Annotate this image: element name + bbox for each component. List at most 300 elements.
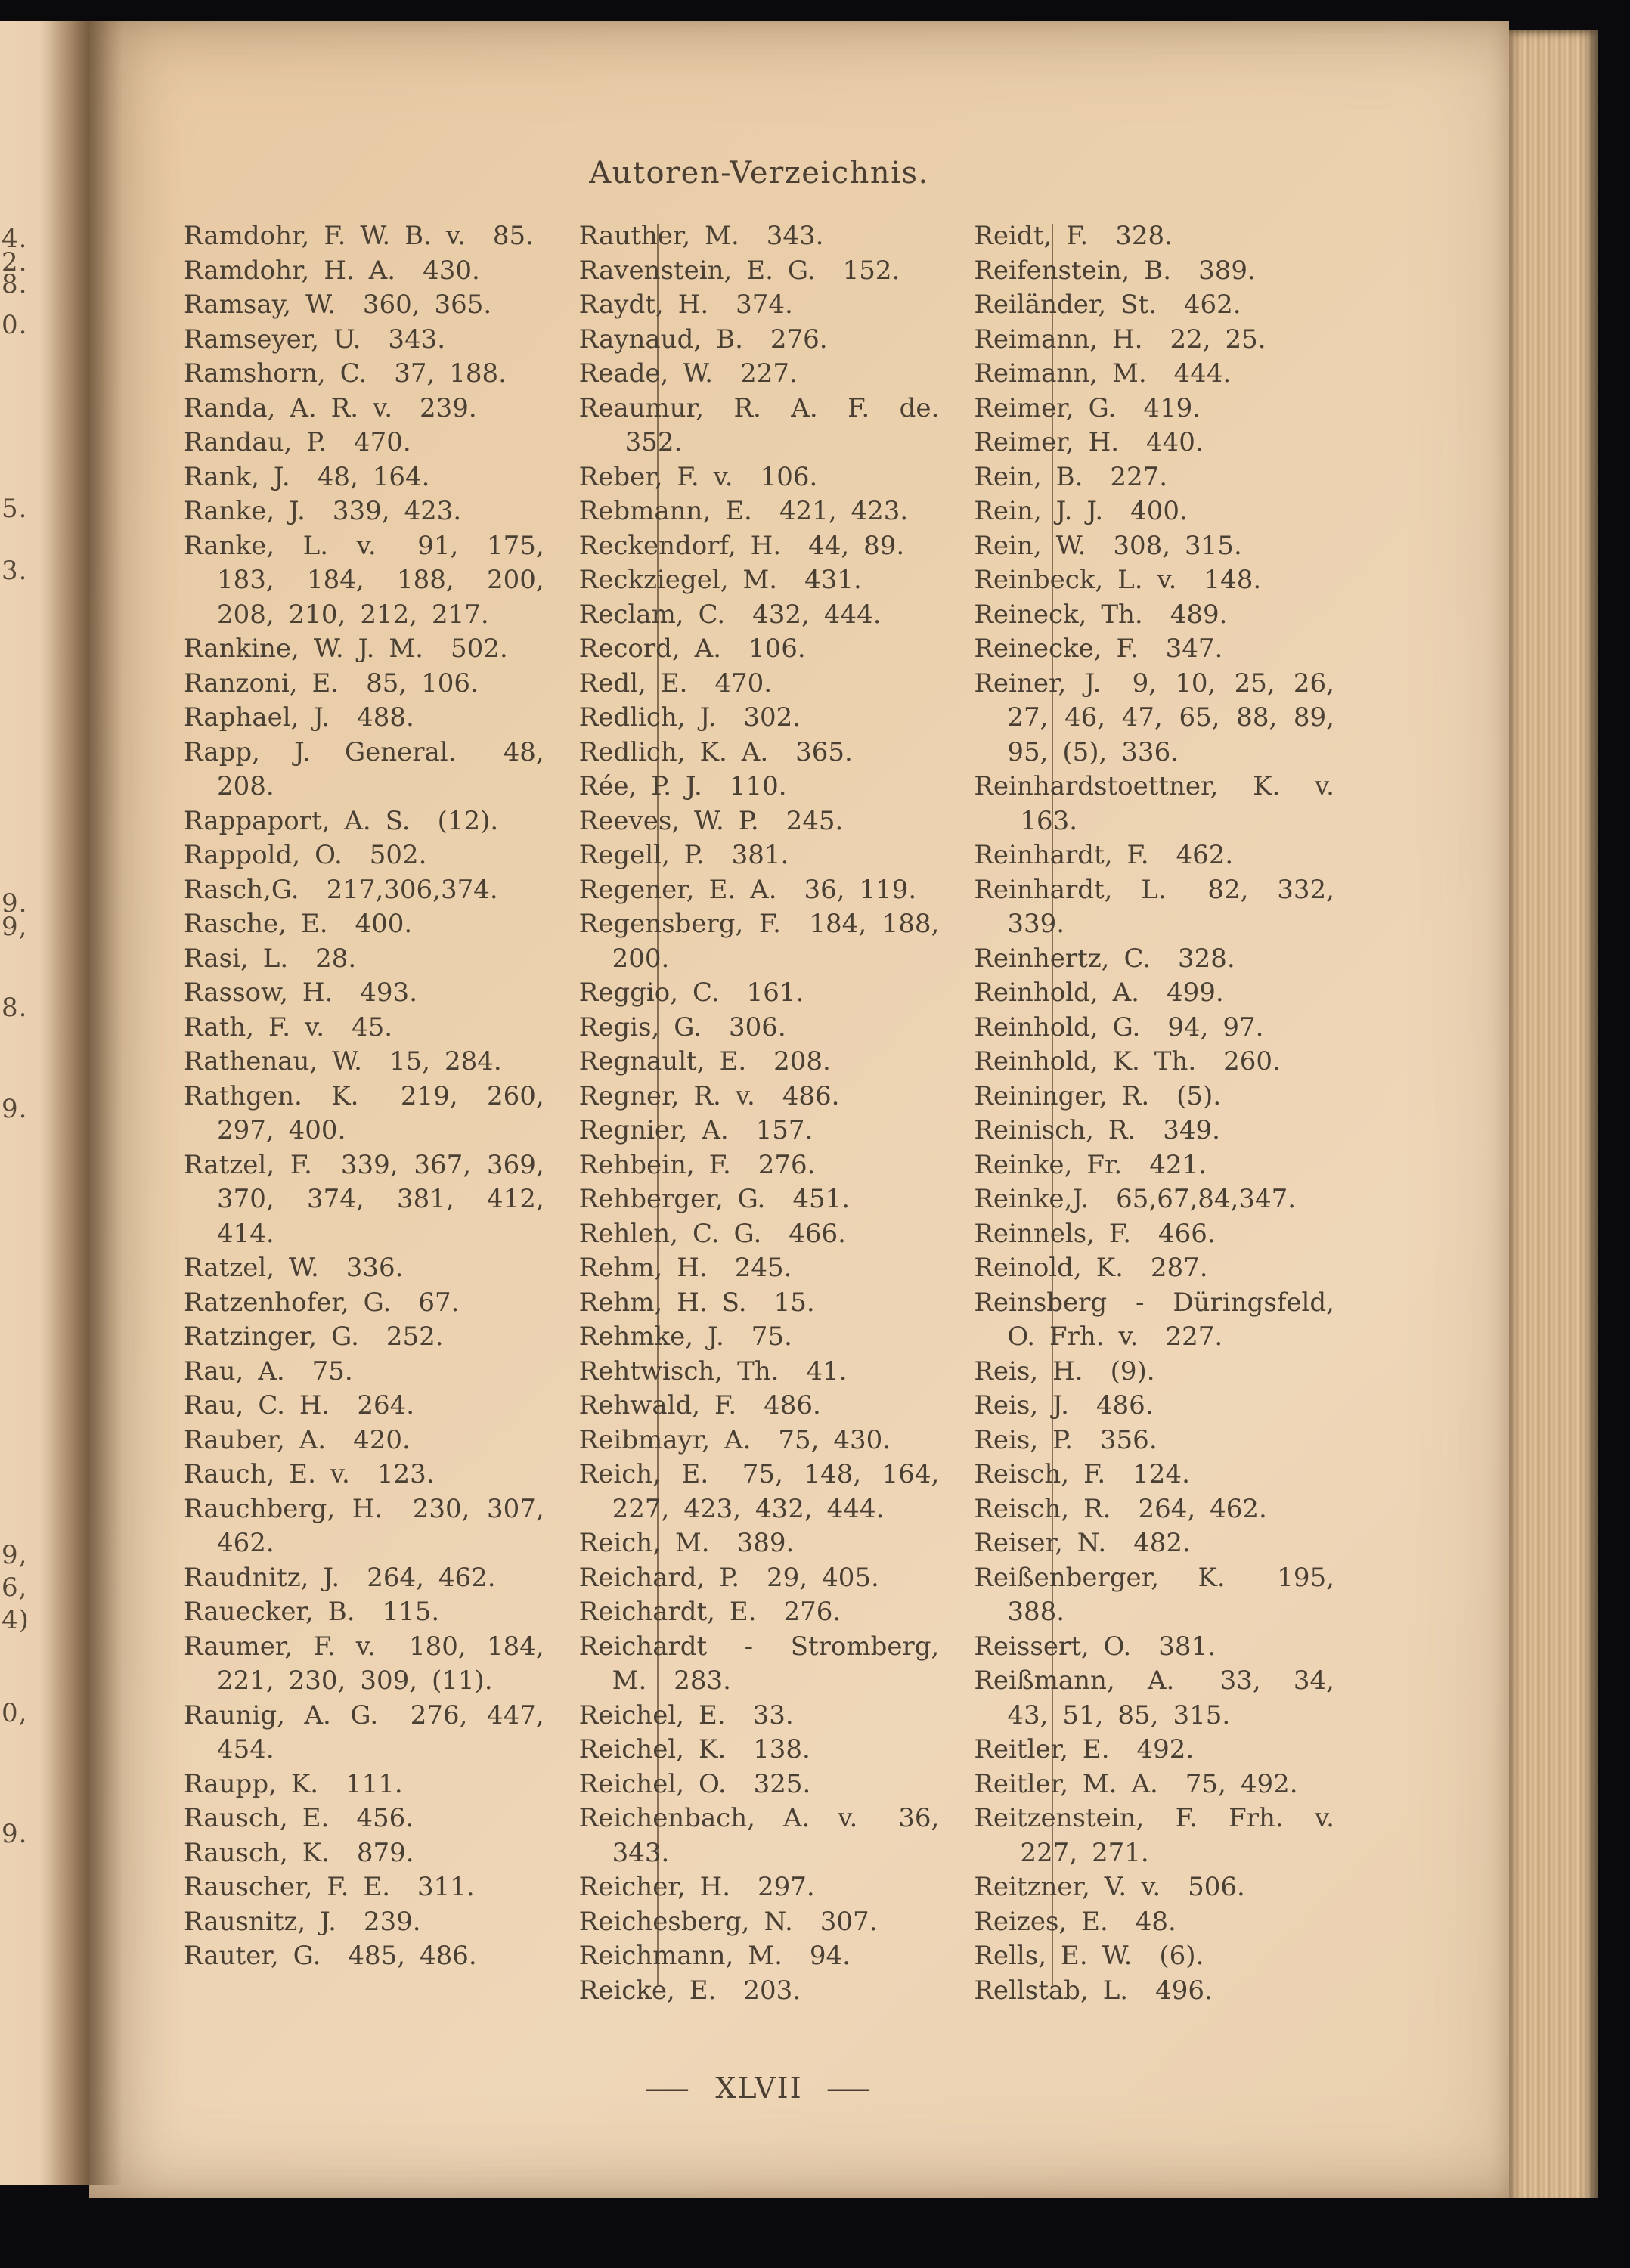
entry-pages: 219, 260, 297, 400.: [217, 1080, 544, 1145]
entry-name: Reinsberg - Düringsfeld, O. Frh. v.: [974, 1287, 1334, 1352]
entry-pages: 502.: [369, 840, 427, 870]
entry-pages: 306.: [728, 1012, 786, 1043]
margin-fragment: 9,: [2, 912, 28, 942]
author-entry: [579, 1080, 940, 1114]
author-entry: [579, 1217, 940, 1252]
index-columns: [184, 219, 1334, 2008]
entry-name: Reeves, W. P.: [578, 805, 759, 836]
author-entry: [579, 460, 940, 495]
author-entry: [974, 1389, 1334, 1424]
entry-pages: 343.: [388, 324, 446, 355]
entry-name: Ranzoni, E.: [184, 668, 339, 699]
entry-name: Reichel, E.: [578, 1699, 726, 1730]
entry-name: Rein, J. J.: [974, 496, 1104, 526]
entry-name: Reimann, M.: [974, 358, 1147, 389]
author-entry: [184, 907, 544, 942]
author-entry: [974, 1905, 1334, 1940]
entry-pages: 276.: [783, 1597, 841, 1627]
author-entry: [974, 1492, 1334, 1527]
author-entry: [579, 1802, 940, 1870]
entry-pages: 227.: [740, 358, 798, 389]
entry-pages: 381.: [731, 840, 789, 870]
entry-pages: (12).: [437, 805, 499, 836]
entry-name: Reggio, C.: [578, 978, 720, 1008]
entry-name: Reifenstein, B.: [974, 255, 1172, 286]
entry-pages: 381.: [1158, 1631, 1216, 1662]
author-entry: [974, 288, 1334, 323]
footer-dash-right: —: [825, 2071, 874, 2105]
author-entry: [184, 1939, 544, 1974]
entry-name: Reiner, J.: [974, 668, 1102, 699]
entry-name: Rappold, O.: [184, 840, 342, 870]
entry-pages: 343.: [766, 221, 824, 251]
author-entry: [579, 1251, 940, 1286]
entry-pages: 276.: [758, 1149, 816, 1180]
entry-pages: 75.: [311, 1356, 353, 1387]
gutter-shadow: [39, 21, 122, 2185]
author-entry: [184, 873, 544, 908]
entry-name: Ratzenhofer, G.: [184, 1287, 392, 1318]
entry-name: Ramshorn, C.: [184, 358, 367, 389]
entry-name: Reckziegel, M.: [578, 565, 778, 595]
entry-pages: 94.: [809, 1941, 851, 1971]
author-entry: [579, 1733, 940, 1768]
entry-name: Reimer, G.: [974, 392, 1117, 423]
entry-name: Redl, E.: [578, 668, 688, 699]
entry-name: Reichmann, M.: [578, 1941, 782, 1971]
entry-name: Reinhardt, F.: [974, 840, 1149, 870]
entry-name: Rehm, H.: [578, 1253, 708, 1283]
entry-pages: 15, 284.: [389, 1046, 502, 1077]
entry-pages: 308, 315.: [1113, 530, 1242, 561]
entry-pages: 360, 365.: [362, 290, 492, 320]
entry-pages: 161.: [746, 978, 804, 1008]
entry-name: Rehlen, C. G.: [578, 1218, 762, 1249]
entry-pages: 486.: [782, 1080, 840, 1111]
entry-name: Regell, P.: [578, 840, 705, 870]
author-entry: [184, 701, 544, 736]
entry-pages: 287.: [1150, 1253, 1208, 1283]
entry-name: Reade, W.: [578, 358, 714, 389]
margin-fragment: 9.: [2, 1094, 28, 1124]
entry-pages: 138.: [753, 1734, 810, 1765]
entry-name: Rehmke, J.: [578, 1321, 724, 1352]
author-entry: [184, 1251, 544, 1286]
entry-name: Reitzenstein, F. Frh. v.: [974, 1803, 1334, 1833]
author-entry: [974, 1939, 1334, 1974]
entry-name: Reinbeck, L. v.: [974, 565, 1177, 595]
entry-name: Raynaud, B.: [578, 324, 743, 355]
entry-pages: 239.: [420, 392, 477, 423]
author-entry: [974, 357, 1334, 392]
entry-name: Reinhold, A.: [974, 978, 1139, 1008]
entry-name: Reis, P.: [974, 1424, 1073, 1455]
book-cover-bottom: [0, 2198, 1630, 2268]
entry-pages: 184, 188, 200.: [612, 909, 940, 974]
entry-pages: 466.: [1158, 1218, 1216, 1249]
author-entry: [974, 1526, 1334, 1561]
entry-pages: 276, 447, 454.: [217, 1699, 544, 1765]
entry-name: Reckendorf, H.: [578, 530, 782, 561]
entry-pages: 451.: [792, 1184, 851, 1214]
author-entry: [974, 873, 1334, 942]
author-entry: [579, 598, 940, 633]
entry-name: Reinnels, F.: [974, 1218, 1132, 1249]
index-column-2: [579, 219, 940, 2008]
entry-pages: 45.: [352, 1012, 393, 1043]
entry-pages: 264, 462.: [367, 1562, 496, 1593]
author-entry: [579, 1595, 940, 1630]
entry-name: Reis, J.: [974, 1390, 1069, 1421]
entry-name: Reininger, R.: [974, 1080, 1150, 1111]
entry-pages: 227, 271.: [1020, 1837, 1149, 1868]
entry-pages: 499.: [1166, 978, 1224, 1008]
author-entry: [184, 942, 544, 977]
author-entry: [184, 254, 544, 289]
entry-pages: 421.: [1149, 1149, 1207, 1180]
author-entry: [579, 1182, 940, 1217]
entry-name: Rehwald, F.: [578, 1390, 737, 1421]
entry-name: Reisch, R.: [974, 1493, 1111, 1524]
entry-pages: 65,67,84,347.: [1116, 1184, 1297, 1214]
entry-name: Rellstab, L.: [974, 1975, 1129, 2006]
author-entry: [579, 1905, 940, 1940]
entry-pages: 48, 164.: [317, 461, 430, 492]
author-entry: [579, 219, 940, 254]
author-entry: [184, 219, 544, 254]
author-entry: [974, 323, 1334, 358]
author-entry: [974, 1080, 1334, 1114]
entry-pages: 230, 307, 462.: [217, 1493, 544, 1558]
entry-name: Rauchberg, H.: [184, 1493, 383, 1524]
book-cover-top: [0, 0, 1630, 21]
entry-pages: 75, 148, 164, 227, 423, 432, 444.: [612, 1459, 940, 1524]
margin-fragment: 0,: [2, 1698, 28, 1728]
margin-fragment: 9.: [2, 888, 28, 919]
author-entry: [579, 838, 940, 873]
author-entry: [974, 1733, 1334, 1768]
entry-name: Reimer, H.: [974, 427, 1120, 457]
entry-name: Raphael, J.: [184, 702, 330, 733]
entry-pages: 374.: [736, 290, 793, 320]
entry-pages: 307.: [820, 1906, 878, 1937]
margin-fragment: 6,: [2, 1572, 28, 1603]
entry-pages: 36, 119.: [804, 874, 917, 905]
entry-pages: 41.: [806, 1356, 848, 1387]
author-entry: [579, 1320, 940, 1355]
entry-name: Reichel, K.: [578, 1734, 727, 1765]
author-entry: [974, 1424, 1334, 1458]
author-entry: [974, 392, 1334, 426]
book-cover-right: [1598, 0, 1630, 2268]
page-title: Autoren-Verzeichnis.: [589, 156, 929, 191]
entry-name: Reis, H.: [974, 1356, 1083, 1387]
entry-name: Reinhertz, C.: [974, 943, 1151, 974]
entry-name: Reich, E.: [578, 1459, 709, 1489]
entry-pages: 227.: [1165, 1321, 1223, 1352]
entry-pages: 111.: [346, 1768, 403, 1799]
entry-pages: 482.: [1133, 1528, 1191, 1558]
entry-name: Reichesberg, N.: [578, 1906, 793, 1937]
entry-pages: 48.: [1135, 1906, 1176, 1937]
entry-pages: 466.: [789, 1218, 846, 1249]
entry-name: Rau, C. H.: [184, 1390, 330, 1421]
author-entry: [974, 632, 1334, 667]
entry-name: Ratzel, W.: [184, 1253, 319, 1283]
author-entry: [579, 770, 940, 804]
author-entry: [974, 1286, 1334, 1355]
author-entry: [579, 1939, 940, 1974]
entry-pages: (6).: [1159, 1941, 1204, 1971]
entry-pages: 440.: [1146, 427, 1204, 457]
entry-name: Reizes, E.: [974, 1906, 1108, 1937]
author-entry: [579, 1458, 940, 1526]
entry-pages: 152.: [842, 255, 900, 286]
entry-pages: 195, 388.: [1007, 1562, 1334, 1627]
author-entry: [579, 1148, 940, 1183]
entry-pages: 110.: [729, 771, 787, 801]
footer-dash-left: —: [644, 2071, 693, 2105]
author-entry: [579, 288, 940, 323]
entry-pages: 245.: [734, 1253, 792, 1283]
author-entry: [974, 1458, 1334, 1492]
margin-fragment: 8.: [2, 993, 28, 1023]
entry-name: Rausch, K.: [184, 1837, 330, 1868]
author-entry: [184, 838, 544, 873]
entry-pages: 82, 332, 339.: [1007, 874, 1334, 939]
margin-fragment: 0.: [2, 310, 28, 340]
entry-name: Rauecker, B.: [184, 1597, 355, 1627]
author-entry: [579, 1526, 940, 1561]
entry-pages: 283.: [674, 1665, 731, 1696]
author-entry: [579, 701, 940, 736]
entry-name: Reiser, N.: [974, 1528, 1107, 1558]
entry-pages: 276.: [770, 324, 828, 355]
entry-name: Rappaport, A. S.: [184, 805, 411, 836]
author-entry: [579, 907, 940, 976]
author-entry: [974, 667, 1334, 770]
author-entry: [974, 1561, 1334, 1630]
author-entry: [974, 976, 1334, 1011]
entry-name: Rank, J.: [184, 461, 290, 492]
index-column-1: [184, 219, 544, 2008]
author-entry: [974, 1664, 1334, 1733]
author-entry: [579, 976, 940, 1011]
entry-name: Reber, F. v.: [578, 461, 733, 492]
author-entry: [184, 1595, 544, 1630]
page-edge-stack: [1509, 30, 1598, 2208]
entry-name: Rankine, W. J. M.: [184, 634, 423, 664]
entry-pages: 488.: [357, 702, 414, 733]
entry-name: Ramseyer, U.: [184, 324, 361, 355]
entry-name: Reissert, O.: [974, 1631, 1132, 1662]
entry-pages: 419.: [1143, 392, 1201, 423]
entry-pages: 264.: [357, 1390, 415, 1421]
book-page: [89, 21, 1509, 2198]
author-entry: [579, 392, 940, 460]
margin-fragment: 5.: [2, 494, 28, 524]
entry-name: Rells, E. W.: [974, 1941, 1133, 1971]
author-entry: [184, 460, 544, 495]
entry-pages: 302.: [743, 702, 801, 733]
author-entry: [579, 1699, 940, 1734]
entry-name: Rehm, H. S.: [578, 1287, 747, 1318]
author-entry: [184, 1355, 544, 1390]
entry-pages: 325.: [753, 1768, 811, 1799]
author-entry: [974, 254, 1334, 289]
author-entry: [579, 1870, 940, 1905]
entry-pages: 356.: [1099, 1424, 1157, 1455]
page-text-block: [184, 21, 1334, 2198]
entry-pages: 91, 175, 183, 184, 188, 200, 208, 210, 212, 217.: [217, 530, 544, 630]
author-entry: [184, 1561, 544, 1596]
entry-name: Reinhardstoettner, K. v.: [974, 771, 1334, 801]
entry-pages: 349.: [1163, 1115, 1220, 1145]
entry-pages: 22, 25.: [1170, 324, 1266, 355]
entry-name: Ratzel, F.: [184, 1149, 312, 1180]
entry-name: Ranke, L. v.: [184, 530, 377, 561]
entry-name: Rath, F. v.: [184, 1012, 325, 1043]
author-entry: [184, 632, 544, 667]
entry-pages: 489.: [1170, 599, 1228, 630]
entry-name: Ramdohr, H. A.: [184, 255, 396, 286]
author-entry: [184, 1699, 544, 1768]
entry-name: Reiländer, St.: [974, 290, 1157, 320]
entry-pages: 470.: [354, 427, 411, 457]
author-entry: [974, 1251, 1334, 1286]
author-entry: [184, 392, 544, 426]
entry-name: Rasche, E.: [184, 909, 328, 939]
entry-pages: 470.: [714, 668, 773, 699]
entry-pages: 239.: [363, 1906, 421, 1937]
entry-pages: 493.: [360, 978, 417, 1008]
author-entry: [579, 1045, 940, 1080]
entry-name: Regnault, E.: [578, 1046, 747, 1077]
entry-pages: 456.: [356, 1803, 414, 1833]
entry-name: Randau, P.: [184, 427, 327, 457]
entry-name: Reicher, H.: [578, 1872, 731, 1902]
entry-name: Raudnitz, J.: [184, 1562, 340, 1593]
entry-pages: 486.: [764, 1390, 821, 1421]
entry-name: Rauscher, F. E.: [184, 1872, 391, 1902]
entry-pages: 148.: [1204, 565, 1262, 595]
entry-pages: 347.: [1165, 634, 1223, 664]
author-entry: [184, 1080, 544, 1148]
author-entry: [974, 598, 1334, 633]
author-entry: [184, 667, 544, 702]
author-entry: [184, 1011, 544, 1046]
entry-pages: 123.: [377, 1459, 435, 1489]
entry-pages: 462.: [1183, 290, 1241, 320]
entry-pages: 389.: [736, 1528, 795, 1558]
entry-name: Ravenstein, E. G.: [578, 255, 816, 286]
entry-pages: 400.: [355, 909, 413, 939]
entry-name: Raupp, K.: [184, 1768, 319, 1799]
entry-name: Raumer, F. v.: [184, 1631, 376, 1662]
entry-name: Reaumur, R. A. F. de.: [578, 392, 940, 423]
author-entry: [974, 1148, 1334, 1183]
entry-name: Rée, P. J.: [578, 771, 702, 801]
entry-pages: 124.: [1133, 1459, 1190, 1489]
author-entry: [974, 219, 1334, 254]
author-entry: [579, 323, 940, 358]
entry-name: Reichel, O.: [578, 1768, 727, 1799]
entry-pages: 389.: [1198, 255, 1256, 286]
entry-pages: (5).: [1176, 1080, 1222, 1111]
entry-name: Reichardt - Stromberg, M.: [578, 1631, 940, 1696]
entry-pages: 336.: [346, 1253, 404, 1283]
author-entry: [974, 770, 1334, 838]
entry-pages: 36, 343.: [612, 1803, 940, 1868]
entry-name: Reitler, E.: [974, 1734, 1110, 1765]
author-entry: [579, 1355, 940, 1390]
entry-pages: 9, 10, 25, 26, 27, 46, 47, 65, 88, 89, 95, (5), 336.: [1007, 668, 1334, 767]
entry-pages: 44, 89.: [808, 530, 905, 561]
author-entry: [974, 1355, 1334, 1390]
author-entry: [974, 1045, 1334, 1080]
entry-pages: 203.: [743, 1975, 801, 2006]
entry-name: Rathenau, W.: [184, 1046, 362, 1077]
entry-name: Rein, B.: [974, 461, 1083, 492]
margin-fragment: 9.: [2, 1819, 28, 1849]
entry-name: Regnier, A.: [578, 1115, 729, 1145]
entry-name: Ranke, J.: [184, 496, 305, 526]
author-entry: [184, 1424, 544, 1458]
author-entry: [579, 736, 940, 770]
author-entry: [974, 1011, 1334, 1046]
author-entry: [579, 254, 940, 289]
author-entry: [974, 494, 1334, 529]
entry-pages: 431.: [804, 565, 862, 595]
author-entry: [579, 1114, 940, 1148]
author-entry: [579, 1768, 940, 1802]
author-entry: [579, 873, 940, 908]
author-entry: [974, 1630, 1334, 1665]
author-entry: [974, 1182, 1334, 1217]
author-entry: [974, 1974, 1334, 2009]
entry-pages: 365.: [795, 736, 853, 767]
entry-name: Rasch,G.: [184, 874, 299, 905]
entry-name: Regner, R. v.: [578, 1080, 755, 1111]
entry-name: Reinold, K.: [974, 1253, 1123, 1283]
author-entry: [579, 563, 940, 598]
entry-pages: 879.: [356, 1837, 414, 1868]
entry-name: Redlich, J.: [578, 702, 717, 733]
author-entry: [184, 1870, 544, 1905]
author-entry: [974, 529, 1334, 564]
author-entry: [184, 1286, 544, 1321]
author-entry: [579, 1286, 940, 1321]
entry-name: Reißenberger, K.: [974, 1562, 1226, 1593]
entry-pages: 180, 184, 221, 230, 309, (11).: [217, 1631, 544, 1696]
entry-name: Reinecke, F.: [974, 634, 1139, 664]
entry-pages: 400.: [1130, 496, 1188, 526]
entry-name: Rebmann, E.: [578, 496, 752, 526]
entry-pages: 85.: [492, 221, 534, 251]
author-entry: [974, 1802, 1334, 1870]
entry-name: Rauther, M.: [578, 221, 739, 251]
entry-pages: 485, 486.: [348, 1941, 477, 1971]
entry-name: Rausnitz, J.: [184, 1906, 336, 1937]
author-entry: [184, 426, 544, 460]
entry-pages: 486.: [1095, 1390, 1154, 1421]
entry-pages: 106.: [760, 461, 818, 492]
author-entry: [579, 1974, 940, 2009]
entry-pages: 420.: [353, 1424, 411, 1455]
entry-name: Reinke, Fr.: [974, 1149, 1123, 1180]
author-entry: [579, 1630, 940, 1699]
entry-name: Regener, E. A.: [578, 874, 777, 905]
